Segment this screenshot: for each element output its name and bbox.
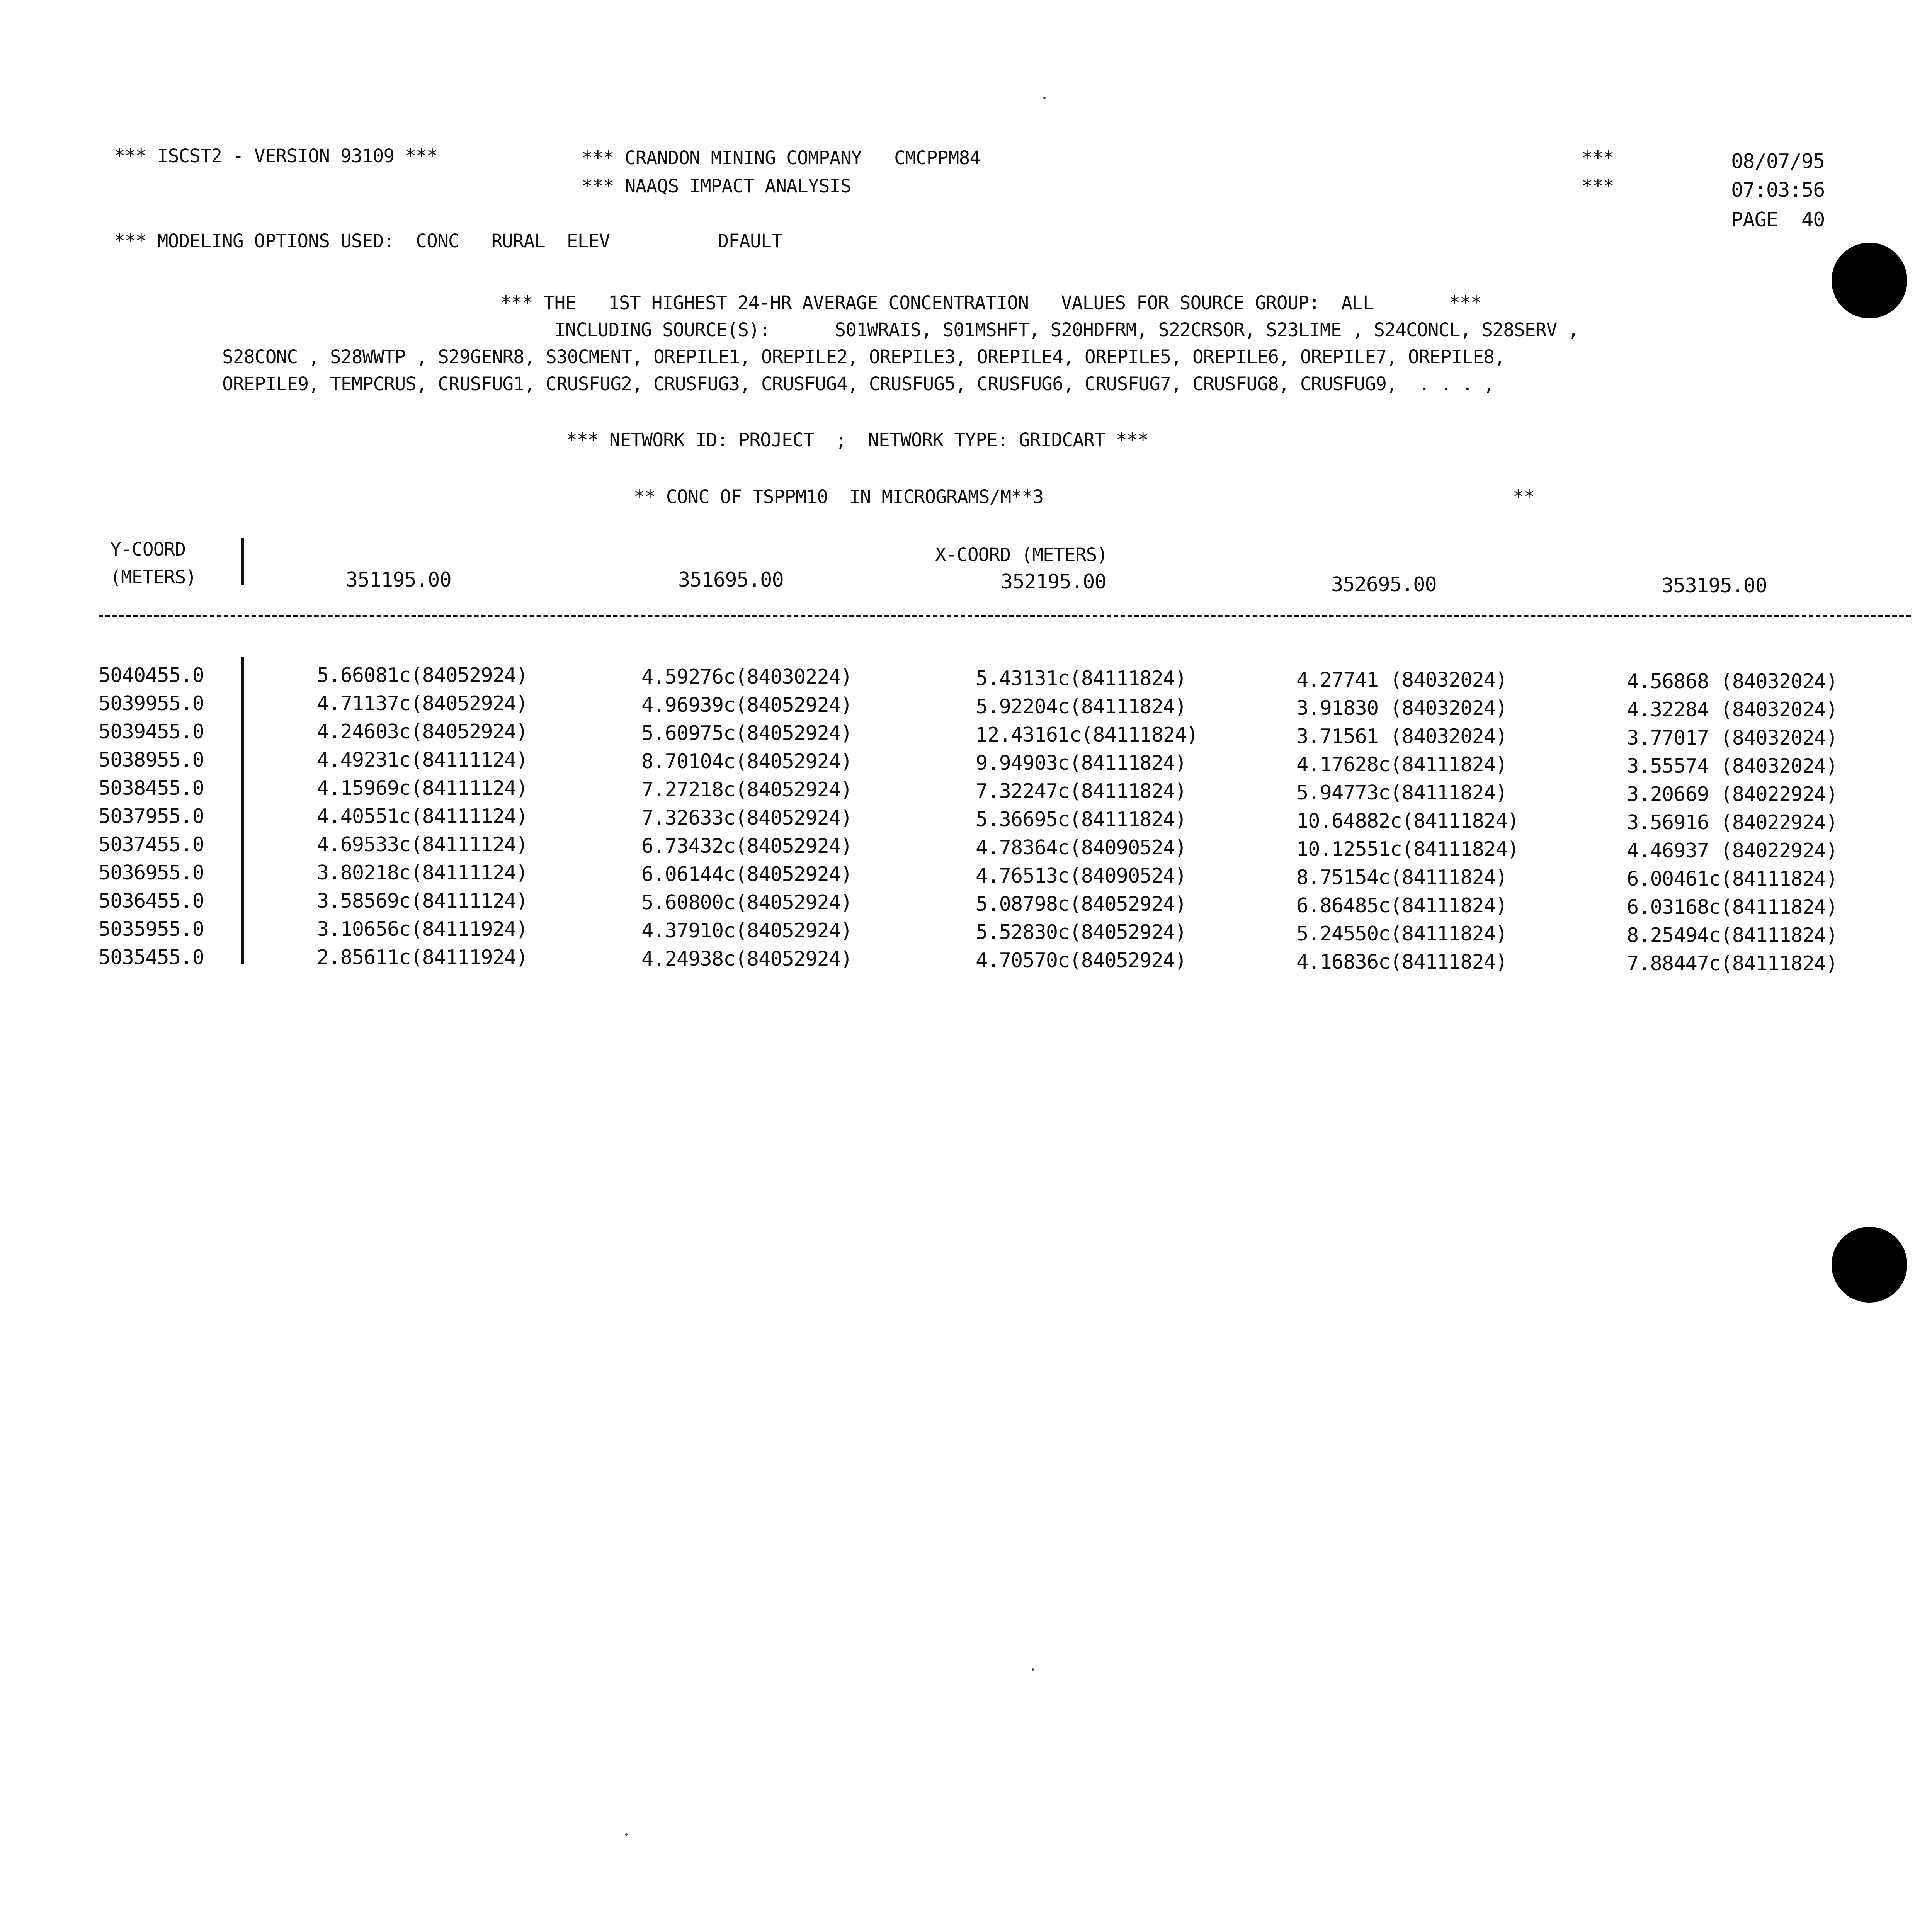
y-coord-value: 5039455.0	[99, 720, 204, 743]
concentration-value: 9.94903c(84111824)	[976, 752, 1187, 775]
concentration-value: 4.96939c(84052924)	[641, 694, 852, 717]
concentration-value: 4.24603c(84052924)	[317, 720, 528, 743]
y-coord-value: 5036455.0	[99, 889, 204, 913]
x-coord-label: X-COORD (METERS)	[935, 544, 1108, 566]
concentration-value: 5.08798c(84052924)	[976, 893, 1187, 916]
source-list-1: INCLUDING SOURCE(S): S01WRAIS, S01MSHFT, S20HDFRM, S22CRSOR, S23LIME , S24CONCL, S28SERV ,	[554, 319, 1579, 341]
concentration-value: 3.80218c(84111124)	[317, 861, 528, 884]
concentration-value: 8.75154c(84111824)	[1296, 866, 1507, 889]
company-name: *** CRANDON MINING COMPANY CMCPPM84	[582, 147, 981, 169]
concentration-value: 8.25494c(84111824)	[1627, 924, 1838, 947]
concentration-value: 4.40551c(84111124)	[317, 805, 528, 828]
concentration-value: 4.71137c(84052924)	[317, 692, 528, 715]
column-header: 352195.00	[1001, 570, 1106, 594]
concentration-value: 6.06144c(84052924)	[641, 863, 852, 886]
page-label: PAGE 40	[1731, 208, 1825, 231]
column-header: 351695.00	[678, 568, 784, 592]
concentration-value: 4.76513c(84090524)	[976, 864, 1187, 888]
y-coord-value: 5039955.0	[99, 692, 204, 715]
column-header: 351195.00	[346, 568, 451, 592]
scan-speck	[1043, 97, 1046, 99]
concentration-value: 4.46937 (84022924)	[1627, 839, 1838, 862]
source-list-2: S28CONC , S28WWTP , S29GENR8, S30CMENT, OREPILE1, OREPILE2, OREPILE3, OREPILE4, OREPILE5, OREPILE6, OREPILE7, OREPILE8,	[222, 346, 1505, 368]
concentration-value: 10.64882c(84111824)	[1296, 810, 1519, 833]
network-info: *** NETWORK ID: PROJECT ; NETWORK TYPE: GRIDCART ***	[566, 429, 1148, 451]
program-version: *** ISCST2 - VERSION 93109 ***	[114, 145, 437, 167]
scan-speck	[625, 1833, 628, 1836]
concentration-value: 3.56916 (84022924)	[1627, 811, 1838, 834]
concentration-value: 4.78364c(84090524)	[976, 836, 1187, 859]
concentration-value: 8.70104c(84052924)	[641, 750, 852, 773]
concentration-value: 12.43161c(84111824)	[976, 723, 1198, 747]
source-list-3: OREPILE9, TEMPCRUS, CRUSFUG1, CRUSFUG2, CRUSFUG3, CRUSFUG4, CRUSFUG5, CRUSFUG6, CRUSFUG7, CRUSFUG8, CRUSFUG9, . . . ,	[222, 373, 1495, 395]
concentration-value: 4.37910c(84052924)	[641, 919, 852, 942]
concentration-value: 7.27218c(84052924)	[641, 778, 852, 801]
concentration-value: 4.27741 (84032024)	[1296, 668, 1507, 692]
concentration-value: 4.32284 (84032024)	[1627, 698, 1838, 721]
modeling-options: *** MODELING OPTIONS USED: CONC RURAL ELEV DFAULT	[114, 230, 782, 252]
concentration-value: 5.60975c(84052924)	[641, 722, 852, 745]
concentration-value: 4.24938c(84052924)	[641, 947, 852, 971]
concentration-value: 3.71561 (84032024)	[1296, 725, 1507, 748]
concentration-value: 7.88447c(84111824)	[1627, 952, 1838, 975]
y-coord-value: 5038955.0	[99, 748, 204, 772]
concentration-value: 5.92204c(84111824)	[976, 695, 1187, 718]
concentration-value: 2.85611c(84111924)	[317, 946, 528, 969]
concentration-value: 5.60800c(84052924)	[641, 891, 852, 914]
concentration-value: 4.70570c(84052924)	[976, 949, 1187, 972]
header-dashed-rule	[99, 615, 1911, 617]
summary-heading: *** THE 1ST HIGHEST 24-HR AVERAGE CONCENTRATION VALUES FOR SOURCE GROUP: ALL ***	[500, 292, 1481, 314]
y-coord-value: 5037955.0	[99, 805, 204, 828]
y-coord-value: 5038455.0	[99, 777, 204, 800]
concentration-value: 3.20669 (84022924)	[1627, 783, 1838, 806]
concentration-value: 7.32247c(84111824)	[976, 780, 1187, 803]
header-stars-1: ***	[1582, 147, 1614, 169]
concentration-value: 6.73432c(84052924)	[641, 835, 852, 858]
concentration-value: 5.43131c(84111824)	[976, 667, 1187, 690]
concentration-value: 10.12551c(84111824)	[1296, 838, 1519, 861]
scan-speck	[1032, 1668, 1034, 1671]
concentration-value: 5.36695c(84111824)	[976, 808, 1187, 831]
y-coord-units: (METERS)	[110, 566, 197, 588]
column-header: 352695.00	[1331, 573, 1437, 596]
concentration-value: 5.24550c(84111824)	[1296, 922, 1507, 946]
header-stars-2: ***	[1582, 175, 1614, 197]
concentration-value: 6.03168c(84111824)	[1627, 896, 1838, 919]
concentration-value: 7.32633c(84052924)	[641, 806, 852, 830]
concentration-value: 6.86485c(84111824)	[1296, 894, 1507, 917]
binder-hole-top	[1832, 243, 1907, 318]
y-coord-value: 5036955.0	[99, 861, 204, 884]
concentration-units: ** CONC OF TSPPM10 IN MICROGRAMS/M**3	[634, 486, 1044, 508]
concentration-value: 6.00461c(84111824)	[1627, 867, 1838, 891]
y-coord-value: 5035455.0	[99, 946, 204, 969]
column-header: 353195.00	[1662, 574, 1767, 597]
y-coord-value: 5040455.0	[99, 664, 204, 687]
run-time: 07:03:56	[1731, 179, 1825, 202]
analysis-title: *** NAAQS IMPACT ANALYSIS	[582, 175, 851, 197]
y-coord-value: 5035955.0	[99, 918, 204, 941]
header-divider	[242, 538, 244, 585]
concentration-value: 5.66081c(84052924)	[317, 664, 528, 687]
y-coord-value: 5037455.0	[99, 833, 204, 856]
concentration-value: 5.52830c(84052924)	[976, 921, 1187, 944]
row-divider	[242, 657, 244, 964]
concentration-stars: **	[1513, 486, 1534, 508]
concentration-value: 4.17628c(84111824)	[1296, 753, 1507, 776]
concentration-value: 4.69533c(84111124)	[317, 833, 528, 856]
y-coord-label: Y-COORD	[110, 539, 186, 560]
binder-hole-middle	[1832, 1227, 1907, 1303]
concentration-value: 4.15969c(84111124)	[317, 777, 528, 800]
concentration-value: 3.55574 (84032024)	[1627, 755, 1838, 778]
concentration-value: 3.77017 (84032024)	[1627, 726, 1838, 750]
concentration-value: 4.59276c(84030224)	[641, 665, 852, 689]
run-date: 08/07/95	[1731, 150, 1825, 173]
concentration-value: 3.10656c(84111924)	[317, 918, 528, 941]
concentration-value: 3.91830 (84032024)	[1296, 697, 1507, 720]
concentration-value: 4.16836c(84111824)	[1296, 951, 1507, 974]
concentration-value: 4.49231c(84111124)	[317, 748, 528, 772]
concentration-value: 4.56868 (84032024)	[1627, 670, 1838, 693]
concentration-value: 3.58569c(84111124)	[317, 889, 528, 913]
concentration-value: 5.94773c(84111824)	[1296, 781, 1507, 804]
